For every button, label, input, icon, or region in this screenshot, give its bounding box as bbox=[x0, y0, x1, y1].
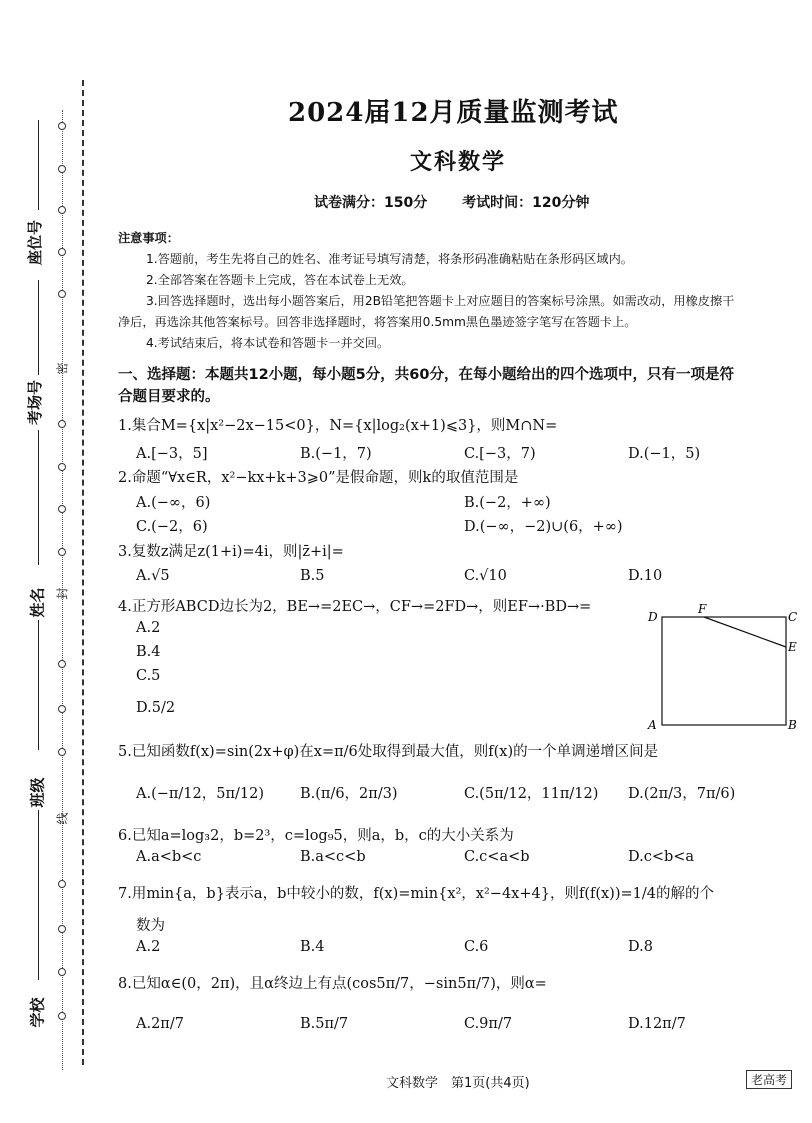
option-c: C.5 bbox=[136, 668, 161, 684]
hole-mark bbox=[58, 748, 66, 756]
class-label: 班级 bbox=[28, 777, 47, 808]
notes bbox=[118, 228, 794, 354]
question-8: 8.已知α∈(0，2π)，且α终边上有点(cos5π/7，−sin5π/7)，则α= bbox=[118, 976, 547, 992]
option-b: B.a<c<b bbox=[300, 849, 366, 865]
hole-mark bbox=[58, 420, 66, 428]
square-figure bbox=[646, 602, 798, 735]
label-f: F bbox=[698, 602, 707, 616]
seat-underline bbox=[38, 120, 39, 210]
question-5: 5.已知函数f(x)=sin(2x+φ)在x=π/6处取得到最大值，则f(x)的一个单调递增区间是 bbox=[118, 744, 659, 760]
option-c: C.9π/7 bbox=[464, 1016, 513, 1032]
option-c: C.6 bbox=[464, 939, 489, 955]
cut-line bbox=[82, 80, 84, 1065]
question-7: 7.用min{a，b}表示a，b中较小的数，f(x)=min{x²，x²−4x+4}，则f(f(x))=1/4的解的个 bbox=[118, 886, 714, 902]
option-a: A.√5 bbox=[136, 568, 170, 584]
option-d: D.8 bbox=[628, 939, 653, 955]
exam-info bbox=[314, 192, 619, 212]
note-item-3-cont: 净后，再选涂其他答案标号。回答非选择题时，将答案用0.5mm黑色墨迹签字笔写在答题卡上。 bbox=[118, 315, 637, 329]
option-d: D.10 bbox=[628, 568, 663, 584]
hole-mark bbox=[58, 505, 66, 513]
source-stamp: 老高考 bbox=[746, 1070, 792, 1089]
full-score: 试卷满分：150分 bbox=[314, 195, 428, 211]
hole-mark bbox=[58, 968, 66, 976]
hole-mark bbox=[58, 705, 66, 713]
option-c: C.[−3，7) bbox=[464, 446, 536, 462]
option-b: B.(−1，7) bbox=[300, 446, 372, 462]
binding-margin bbox=[0, 0, 100, 1123]
page-footer: 文科数学 第1页(共4页) bbox=[386, 1076, 530, 1091]
name-label: 姓名 bbox=[28, 587, 47, 618]
label-c: C bbox=[788, 610, 798, 624]
section-line-2: 合题目要求的。 bbox=[118, 389, 220, 405]
hole-mark bbox=[58, 925, 66, 933]
school-underline bbox=[38, 810, 39, 980]
hole-mark bbox=[58, 660, 66, 668]
exam-time: 考试时间：120分钟 bbox=[462, 195, 590, 211]
exam-page bbox=[118, 0, 798, 1123]
question-7-cont: 数为 bbox=[136, 918, 165, 934]
option-c: C.(5π/12，11π/12) bbox=[464, 786, 599, 802]
option-b: B.(π/6，2π/3) bbox=[300, 786, 398, 802]
label-a: A bbox=[648, 718, 657, 732]
segment-ef bbox=[704, 617, 786, 647]
option-d: D.5/2 bbox=[136, 700, 176, 716]
seal-char-mi: 密 bbox=[55, 362, 70, 375]
option-d: D.(−∞，−2)∪(6，+∞) bbox=[464, 519, 623, 535]
option-b: B.5 bbox=[300, 568, 325, 584]
option-a: A.2 bbox=[136, 939, 161, 955]
option-d: D.c<b<a bbox=[628, 849, 695, 865]
seat-label: 座位号 bbox=[26, 219, 45, 266]
option-a: A.(−π/12，5π/12) bbox=[136, 786, 265, 802]
hole-mark bbox=[58, 1012, 66, 1020]
exam-subject: 文科数学 bbox=[410, 149, 507, 175]
hole-mark bbox=[58, 248, 66, 256]
hole-mark bbox=[58, 290, 66, 298]
option-c: C.c<a<b bbox=[464, 849, 530, 865]
seal-char-xian: 线 bbox=[55, 812, 70, 825]
option-b: B.4 bbox=[136, 644, 161, 660]
school-label: 学校 bbox=[28, 997, 47, 1028]
seal-char-feng: 封 bbox=[55, 587, 70, 600]
square-outline bbox=[662, 617, 786, 725]
hole-mark bbox=[58, 880, 66, 888]
room-label: 考场号 bbox=[26, 379, 45, 426]
class-underline bbox=[38, 620, 39, 750]
question-4: 4.正方形ABCD边长为2，BE→=2EC→，CF→=2FD→，则EF→·BD→= bbox=[118, 599, 592, 615]
hole-mark bbox=[58, 463, 66, 471]
hole-mark bbox=[58, 122, 66, 130]
option-c: C.√10 bbox=[464, 568, 507, 584]
option-a: A.2 bbox=[136, 620, 161, 636]
hole-mark bbox=[58, 548, 66, 556]
notes-heading: 注意事项： bbox=[118, 231, 179, 245]
question-3: 3.复数z满足z(1+i)=4i，则|z̄+i|= bbox=[118, 544, 344, 560]
option-c: C.(−2，6) bbox=[136, 519, 208, 535]
option-a: A.[−3，5] bbox=[136, 446, 208, 462]
note-item-4: 4.考试结束后，将本试卷和答题卡一并交回。 bbox=[146, 336, 390, 350]
note-item-3: 3.回答选择题时，选出每小题答案后，用2B铅笔把答题卡上对应题目的答案标号涂黑。如需改动，用橡皮擦干 bbox=[146, 294, 735, 308]
hole-mark bbox=[58, 206, 66, 214]
option-b: B.4 bbox=[300, 939, 325, 955]
option-d: D.(2π/3，7π/6) bbox=[628, 786, 736, 802]
exam-title: 2024届12月质量监测考试 bbox=[288, 98, 619, 128]
section-line-1: 一、选择题：本题共12小题，每小题5分，共60分，在每小题给出的四个选项中，只有一项是符 bbox=[118, 367, 734, 383]
option-d: D.(−1，5) bbox=[628, 446, 701, 462]
option-a: A.(−∞，6) bbox=[136, 495, 211, 511]
note-item-1: 1.答题前，考生先将自己的姓名、准考证号填写清楚，将条形码准确粘贴在条形码区域内。 bbox=[146, 252, 633, 266]
section-heading bbox=[118, 364, 794, 408]
question-1: 1.集合M={x|x²−2x−15<0}，N={x|log₂(x+1)⩽3}，则M∩N= bbox=[118, 418, 558, 434]
name-underline bbox=[38, 430, 39, 565]
option-b: B.5π/7 bbox=[300, 1016, 349, 1032]
question-2: 2.命题“∀x∈R，x²−kx+k+3⩾0”是假命题，则k的取值范围是 bbox=[118, 470, 519, 486]
option-b: B.(−2，+∞) bbox=[464, 495, 551, 511]
label-e: E bbox=[788, 640, 797, 654]
note-item-2: 2.全部答案在答题卡上完成，答在本试卷上无效。 bbox=[146, 273, 414, 287]
question-6: 6.已知a=log₃2，b=2³，c=log₉5，则a，b，c的大小关系为 bbox=[118, 828, 514, 844]
option-d: D.12π/7 bbox=[628, 1016, 686, 1032]
room-underline bbox=[38, 280, 39, 375]
option-a: A.2π/7 bbox=[136, 1016, 184, 1032]
label-b: B bbox=[788, 718, 797, 732]
option-a: A.a<b<c bbox=[136, 849, 202, 865]
label-d: D bbox=[648, 610, 658, 624]
hole-mark bbox=[58, 165, 66, 173]
